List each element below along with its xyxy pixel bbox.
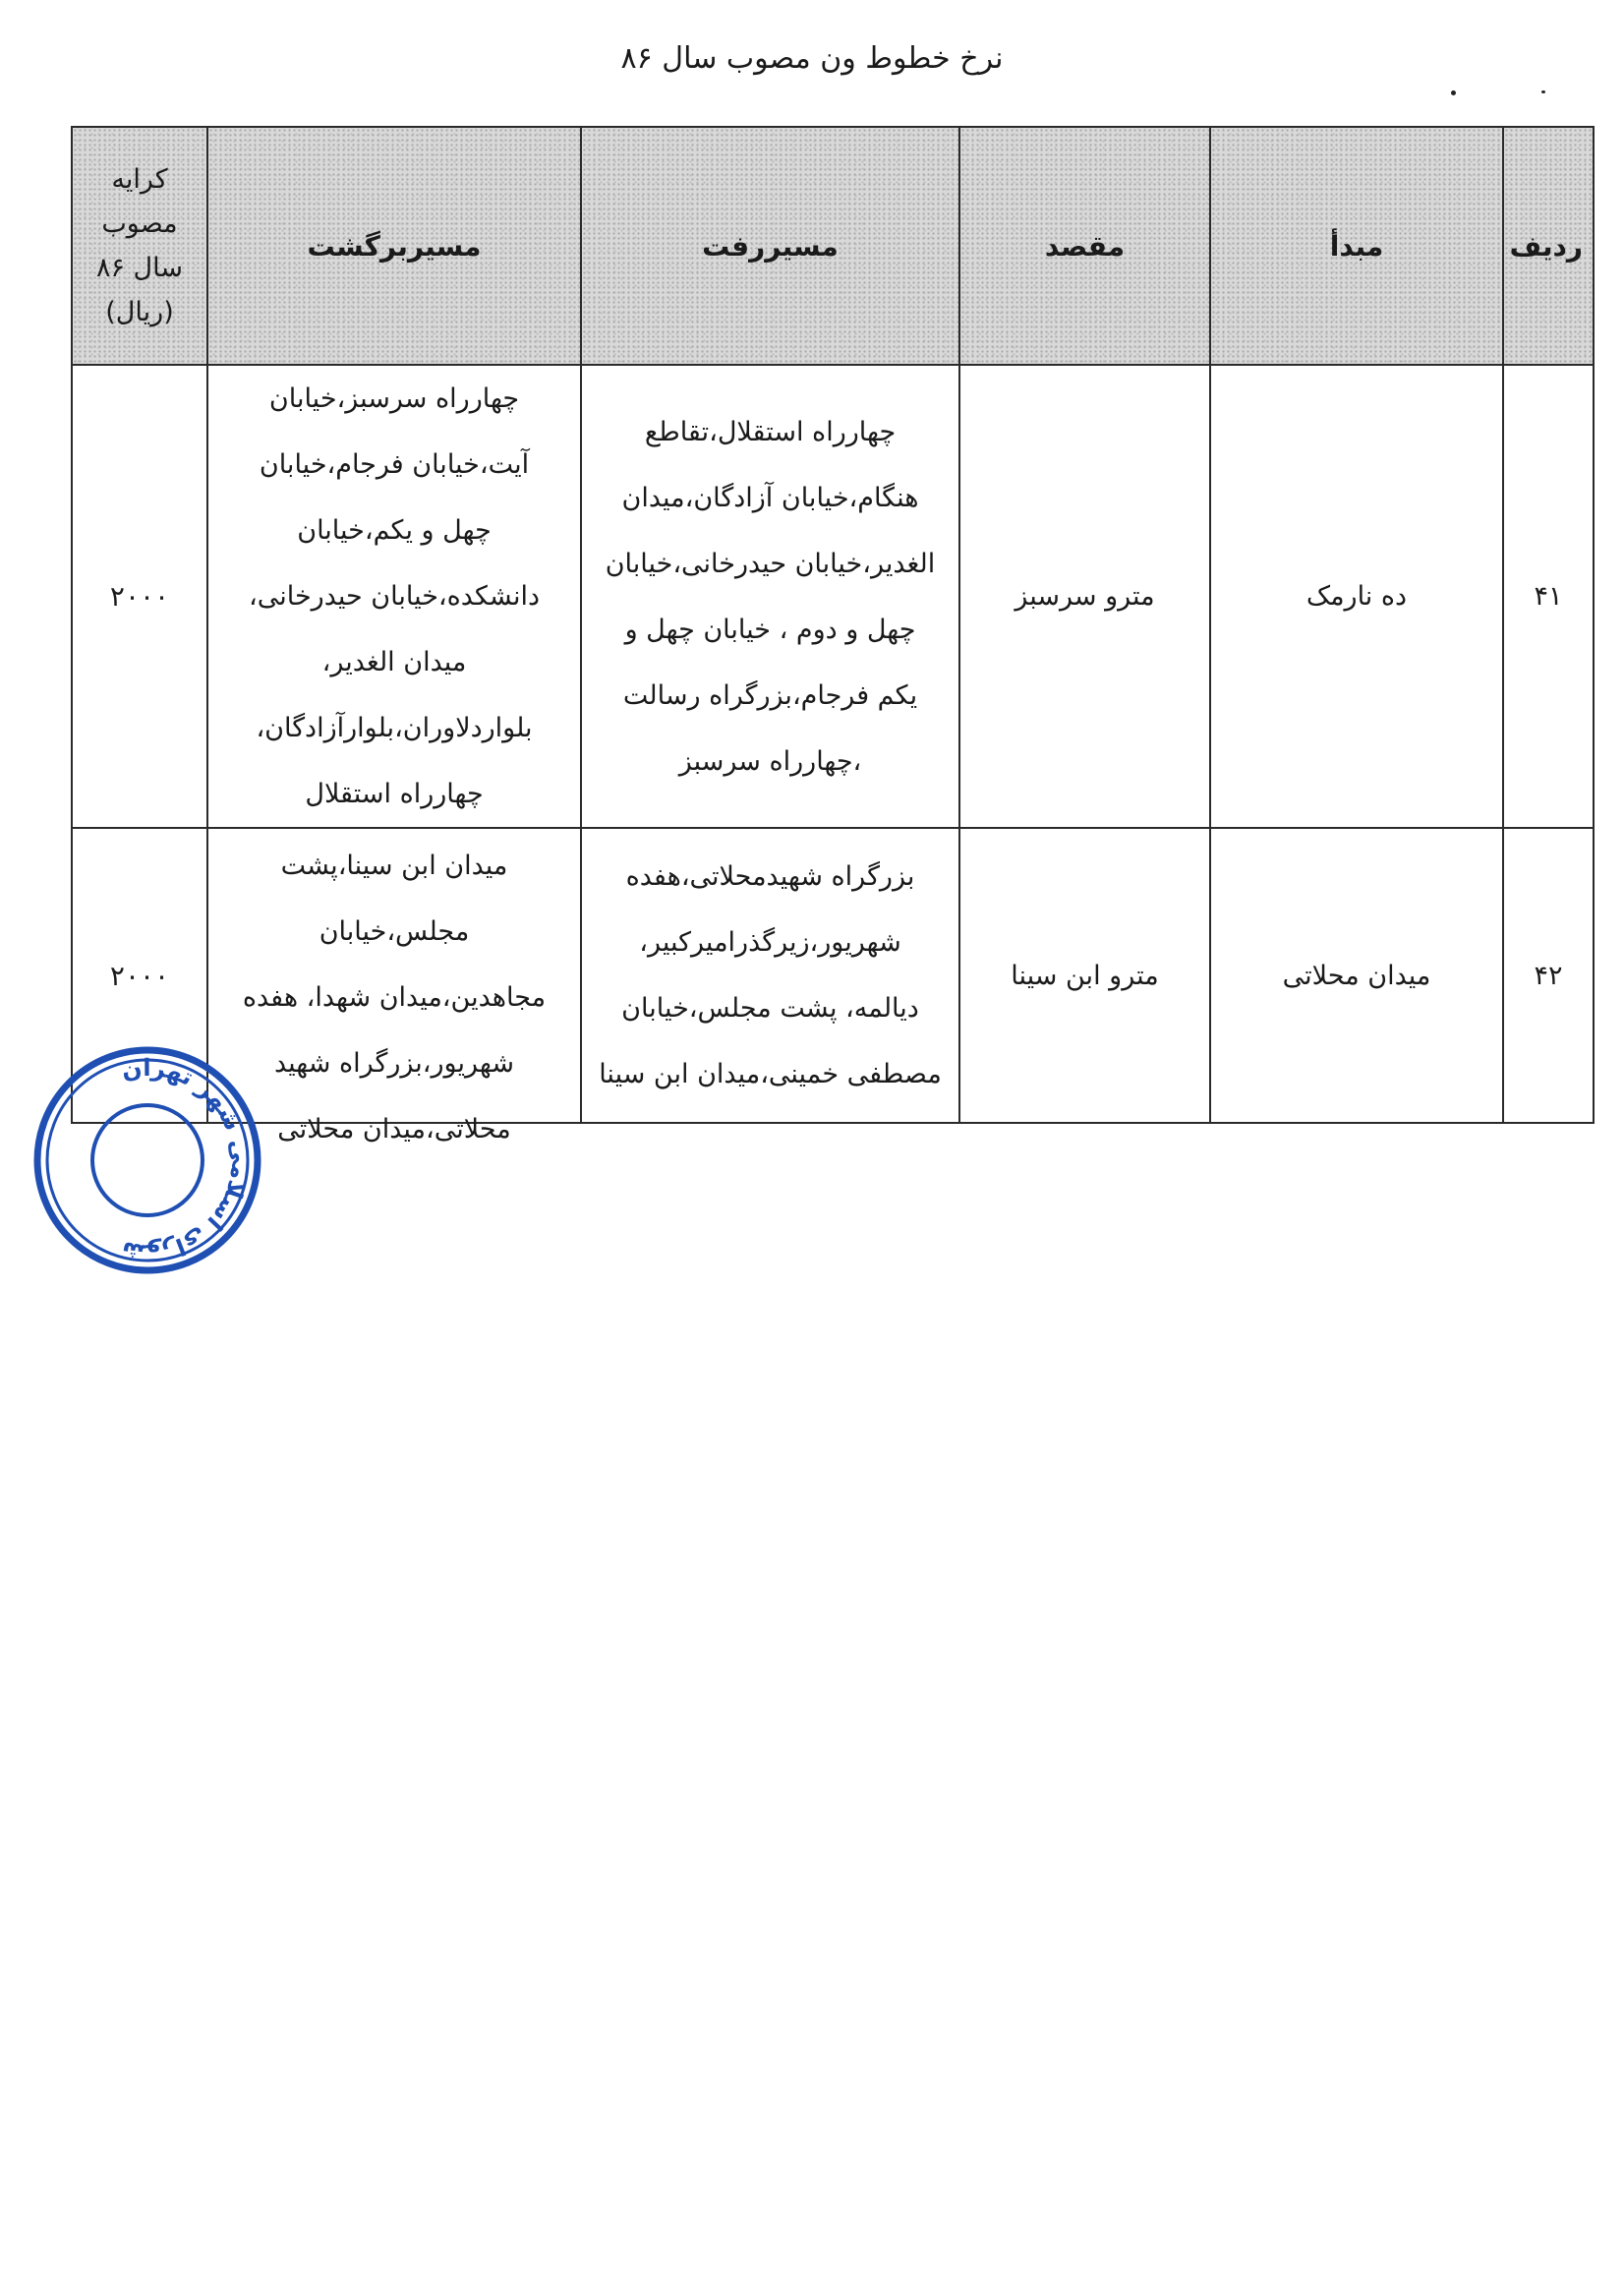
- cell-row-number: ۴۱: [1503, 365, 1594, 828]
- header-route-back: مسیربرگشت: [207, 127, 581, 365]
- route-line: چهارراه استقلال: [305, 779, 484, 809]
- table-row: [72, 828, 1594, 1123]
- cell-route-out: [581, 828, 959, 1123]
- scan-speck: [1451, 90, 1456, 95]
- table-header-row: [72, 127, 1594, 365]
- header-route-out: مسیررفت: [581, 127, 959, 365]
- route-line: شهریور،بزرگراه شهید: [273, 1048, 514, 1079]
- cell-destination: مترو ابن سینا: [959, 828, 1210, 1123]
- header-fare: [72, 127, 207, 365]
- header-fare-line: مصوب: [101, 208, 178, 239]
- route-line: مصطفی خمینی،میدان ابن سینا: [599, 1059, 942, 1089]
- route-line: دیالمه، پشت مجلس،خیابان: [621, 993, 919, 1024]
- cell-destination: مترو سرسبز: [959, 365, 1210, 828]
- header-fare-line: (ریال): [105, 297, 174, 327]
- seal-text: شورای اسلامی شهر تهران: [119, 1053, 255, 1267]
- council-seal-stamp: [29, 1042, 265, 1278]
- route-line: الغدیر،خیابان حیدرخانی،خیابان: [605, 548, 936, 579]
- cell-route-back: [207, 365, 581, 828]
- route-line: بلواردلاوران،بلوارآزادگان،: [256, 713, 533, 743]
- table-row: [72, 365, 1594, 828]
- route-line: یکم فرجام،بزرگراه رسالت: [622, 679, 918, 711]
- header-fare-line: کرایه: [111, 164, 168, 195]
- cell-origin: میدان محلاتی: [1210, 828, 1503, 1123]
- route-line: شهریور،زیرگذرامیرکبیر،: [639, 927, 901, 958]
- route-line: بزرگراه شهیدمحلاتی،هفده: [625, 861, 915, 892]
- route-line: مجلس،خیابان: [319, 916, 470, 947]
- route-line: مجاهدین،میدان شهدا، هفده: [242, 982, 547, 1013]
- route-line: میدان ابن سینا،پشت: [280, 851, 508, 881]
- scan-speck: [1541, 90, 1545, 93]
- route-line: چهارراه استقلال،تقاطع: [644, 416, 897, 447]
- route-line: چهل و یکم،خیابان: [297, 515, 492, 546]
- seal-outer-ring: [37, 1050, 258, 1270]
- route-line: ،چهارراه سرسبز: [678, 745, 862, 777]
- header-fare-line: سال ۸۶: [95, 253, 184, 283]
- cell-row-number: ۴۲: [1503, 828, 1594, 1123]
- cell-fare: ۲۰۰۰: [72, 828, 207, 1123]
- route-back-text: [218, 833, 570, 1145]
- route-line: میدان الغدیر،: [321, 647, 467, 677]
- route-line: چهارراه سرسبز،خیابان: [268, 383, 520, 414]
- seal-inner-ring: [92, 1105, 203, 1215]
- route-line: محلاتی،میدان محلاتی: [277, 1114, 511, 1145]
- route-line: هنگام،خیابان آزادگان،میدان: [621, 482, 919, 513]
- route-line: چهل و دوم ، خیابان چهل و: [624, 614, 916, 645]
- cell-route-out: [581, 365, 959, 828]
- cell-fare: ۲۰۰۰: [72, 365, 207, 828]
- cell-origin: ده نارمک: [1210, 365, 1503, 828]
- page-title: نرخ خطوط ون مصوب سال ۸۶: [620, 41, 1004, 76]
- header-row-number: ردیف: [1503, 127, 1594, 365]
- header-origin: مبدأ: [1210, 127, 1503, 365]
- route-line: آیت،خیابان فرجام،خیابان: [259, 449, 530, 480]
- fare-table: [71, 126, 1595, 1145]
- header-destination: مقصد: [959, 127, 1210, 365]
- route-line: دانشکده،خیابان حیدرخانی،: [249, 581, 540, 612]
